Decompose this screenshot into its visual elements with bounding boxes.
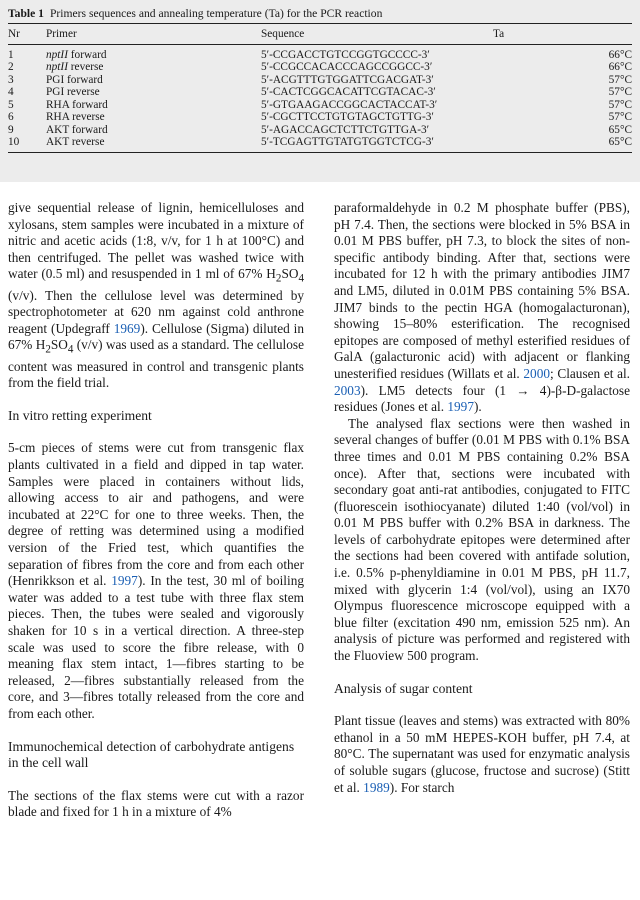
cell-sequence: 5′-ACGTTTGTGGATTCGACGAT-3′ [261,73,434,86]
cell-sequence: 5′-GTGAAGACCGGCACTACCAT-3′ [261,98,438,111]
primer-direction: forward [67,73,103,86]
citation-link[interactable]: 1989 [363,779,390,795]
primer-gene: RHA [46,111,70,123]
cell-ta: 57°C [608,111,632,123]
primer-gene: nptII [46,61,68,73]
primer-direction: forward [70,48,107,61]
cell-nr: 5 [8,98,14,111]
cell-nr: 2 [8,61,14,73]
table-row [8,124,632,137]
primer-gene: PGI [46,86,65,98]
table-row [8,99,632,112]
cell-nr: 4 [8,86,14,98]
cell-nr: 6 [8,111,14,123]
cell-primer [46,86,261,99]
left-column [8,200,304,821]
table-row [8,111,632,124]
cell-ta: 66°C [608,48,632,61]
cell-primer [46,44,261,61]
citation-link[interactable]: 1997 [111,573,138,589]
table-caption [8,6,632,21]
cell-ta: 65°C [493,136,632,152]
citation-link[interactable]: 1997 [447,399,474,415]
primer-gene: RHA [46,98,70,111]
cell-primer [46,74,261,87]
table-row [8,44,632,61]
header-primer: Primer [46,24,261,45]
primer-table-block [0,0,640,182]
citation-link[interactable]: 2003 [334,382,361,398]
table-row [8,74,632,87]
table-caption-text: Primers sequences and annealing temperature (Ta) for the PCR reaction [49,7,383,20]
paragraph-blocking: paraformaldehyde in 0.2 M phosphate buffer (PBS), pH 7.4. Then, the sections were blocked in 5% BSA in 0.01 M PBS buffer, pH 7.3, to block the sites of non-specific antibody binding. After that, sections were incubated for 12 h with the primary antibodies JIM7 and LM5, diluted in 0.01M PBS containing 5% BSA. JIM7 binds to the pectin HGA (homogalacturonan), showing 15–80% esterification. The recognised epitopes are composed of methyl esterified residues of GalA (galacturonic acid) with adjacent or flanking unesterified residues (Willats et al. 2000; Clausen et al. 2003). LM5 detects four (1 → 4)-β-D-galactose residues (Jones et al. 1997). [334,200,630,415]
cell-primer [46,124,261,137]
header-sequence: Sequence [261,24,493,45]
cell-sequence: 5′-TCGAGTTGTATGTGGTCTCG-3′ [261,136,493,152]
section-heading-sugar: Analysis of sugar content [334,680,473,696]
cell-nr: 3 [8,73,14,86]
citation-link[interactable]: 2000 [523,365,550,381]
primer-gene: nptII [46,48,68,61]
primer-direction: reverse [72,111,105,123]
table-header-row [8,24,632,45]
table-caption-label: Table 1 [8,7,44,20]
primer-direction: reverse [71,136,105,148]
table-row [8,136,632,152]
primer-direction: forward [72,98,108,111]
primer-direction: reverse [67,86,100,98]
cell-sequence: 5′-CACTCGGCACATTCGTACAC-3′ [261,86,436,98]
section-heading-retting: In vitro retting experiment [8,407,152,423]
primer-table [8,23,632,153]
cell-sequence: 5′-CCGACCTGTCCGGTGCCCC-3′ [261,48,430,61]
cell-ta: 57°C [608,98,632,111]
primer-gene: PGI [46,73,65,86]
header-nr: Nr [8,24,46,45]
table-row [8,86,632,99]
cell-nr: 1 [8,48,14,61]
primer-gene: AKT [46,123,70,136]
cell-ta: 57°C [608,86,632,98]
right-column [334,200,630,796]
cell-ta: 57°C [608,73,632,86]
paragraph-washing: The analysed flax sections were then washed in several changes of buffer (0.01 M PBS with 0.1% BSA three times and 0.01 M PBS containing 0.2% BSA once). After that, sections were incubated with secondary goat anti-rat antibodies, conjugated to FITC (fluorescein isothiocyanate) diluted 1:40 (vol/vol) in 0.01 M PBS buffer with 0.2% BSA in darkness. The levels of carbohydrate epitopes were determined after the sections had been covered with antifade solution, i.e. 0.5% p-phenyldiamine in 0.01 M PBS, pH 11.7, mixed with glycerin 1:4 (vol/vol), using an IX70 Olympus fluorescence microscope equipped with a blue filter (excitation 490 nm, emission 525 nm). An analysis of picture was performed and registered with the Fluoview 500 program. [334,415,630,664]
primer-direction: forward [71,123,108,136]
cell-sequence: 5′-AGACCAGCTCTTCTGTTGA-3′ [261,123,430,136]
cell-nr: 10 [8,136,46,152]
cell-primer [46,136,261,152]
paragraph-sugar: Plant tissue (leaves and stems) was extracted with 80% ethanol in a 50 mM HEPES-KOH buffer, pH 7.4, at 80°C. The supernatant was used for enzymatic analysis of soluble sugars (glucose, fructose and sucrose) (Stitt et al. 1989). For starch [334,713,630,795]
section-heading-immuno: Immunochemical detection of carbohydrate antigens in the cell wall [8,738,295,771]
cell-primer [46,61,261,74]
cell-sequence: 5′-CCGCCACACCCAGCCGGCC-3′ [261,61,433,73]
cell-ta: 65°C [608,123,632,136]
cell-primer [46,111,261,124]
table-row [8,61,632,74]
primer-direction: reverse [70,61,104,73]
citation-link[interactable]: 1969 [113,320,141,336]
cell-ta: 66°C [608,61,632,73]
cell-nr: 9 [8,123,14,136]
header-ta: Ta [493,24,632,45]
paragraph-immuno: The sections of the flax stems were cut with a razor blade and fixed for 1 h in a mixture of 4% [8,787,304,820]
cell-sequence: 5′-CGCTTCCTGTGTAGCTGTTG-3′ [261,111,434,123]
cell-primer [46,99,261,112]
primer-table-body [8,44,632,152]
paragraph-retting: 5-cm pieces of stems were cut from transgenic flax plants cultivated in a field and dipped in tap water. Samples were placed in containers without lids, allowing access to air and pathogens, and were incubated at 22°C for one to three weeks. Then, the degree of retting was determined using a modified version of the Fried test, which quantifies the separation of fibres from the core and from each other (Henrikkson et al. 1997). In the test, 30 ml of boiling water was added to a test tube with three flax stem pieces. Then, the tubes were sealed and vigorously shaken for 10 s in a vertical direction. A three-step scale was used to score the fibre release, with 0 meaning flax stem intact, 1—fibres starting to be released, 2—fibres substantially released from the core, and 3—fibres totally released from the core and from each other. [8,440,304,721]
primer-gene: AKT [46,136,70,148]
paragraph-cellulose: give sequential release of lignin, hemicelluloses and xylosans, stem samples were incubated in a mixture of nitric and acetic acids (1:8, v/v, for 1 h at 100°C) and then centrifuged. The pellet was washed twice with water (0.5 ml) and resuspended in 1 ml of 67% $H_2SO_4$ (v/v). Then the cellulose level was determined by spectrophotometer at 620 nm against cold anthrone reagent (Updegraff 1969). Cellulose (Sigma) diluted in 67% $H_2SO_4$ (v/v) was used as a standard. The cellulose content was measured in control and transgenic plants from the field trial. [8,200,304,391]
